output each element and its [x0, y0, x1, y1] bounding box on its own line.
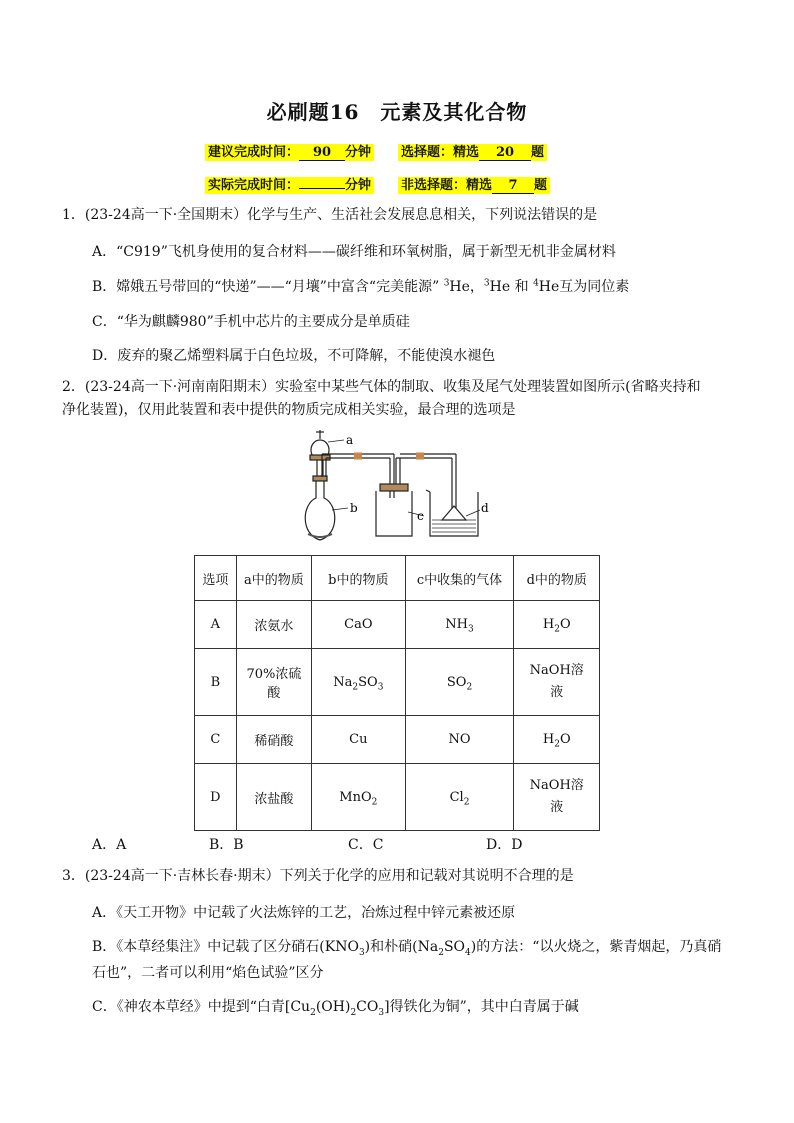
table-cell: 浓氨水: [236, 601, 311, 649]
nonchoice-count-value: 7: [492, 178, 534, 194]
beaker: [426, 490, 480, 536]
table-cell: 稀硝酸: [236, 716, 311, 764]
table-cell: B: [195, 649, 237, 716]
actual-time-label: 实际完成时间： 分钟: [205, 177, 374, 194]
table-cell: Cu: [312, 716, 405, 764]
table-cell: 浓盐酸: [236, 764, 311, 831]
question-3-option-a: A．《天工开物》中记载了火法炼锌的工艺，冶炼过程中锌元素被还原: [92, 905, 516, 921]
table-header: 选项: [195, 556, 237, 601]
label-b: b: [350, 501, 358, 515]
nonchoice-count-label: 非选择题：精选 7 题: [398, 177, 550, 194]
question-1-option-a: A．“C919”飞机身使用的复合材料——碳纤维和环氧树脂，属于新型无机非金属材料: [92, 244, 616, 260]
question-3-option-b-line-2: 石也”，二者可以利用“焰色试验”区分: [92, 965, 324, 981]
table-header: a中的物质: [236, 556, 311, 601]
question-3-stem: 3．(23-24高一下·吉林长春·期末）下列关于化学的应用和记载对其说明不合理的是: [62, 868, 574, 884]
question-2-stem-line-2: 净化装置)，仅用此装置和表中提供的物质完成相关实验，最合理的选项是: [62, 402, 516, 418]
table-header-row: [195, 556, 600, 601]
choice-count-label: 选择题：精选 20 题: [398, 144, 547, 161]
apparatus-diagram: [292, 428, 504, 548]
table-row: [195, 601, 600, 649]
question-2-answer-c: C．C: [348, 837, 384, 853]
question-1-option-d: D．废弃的聚乙烯塑料属于白色垃圾，不可降解，不能使溴水褪色: [92, 348, 496, 364]
page-title: 必刷题16 元素及其化合物: [266, 100, 528, 124]
table-row: [195, 716, 600, 764]
table-cell: C: [195, 716, 237, 764]
table-cell: CaO: [312, 601, 405, 649]
table-cell: $H_2O$: [514, 601, 600, 649]
question-2-answer-d: D．D: [486, 837, 523, 853]
round-flask: [305, 476, 348, 540]
options-table: [194, 555, 600, 831]
actual-time-row: [205, 174, 374, 193]
table-header: d中的物质: [514, 556, 600, 601]
question-2-stem-line-1: 2．(23-24高一下·河南南阳期末）实验室中某些气体的制取、收集及尾气处理装置如图所示(省略夹持和: [62, 379, 701, 395]
choice-count-value: 20: [479, 145, 531, 161]
table-cell: $Na_2SO_3$: [312, 649, 405, 716]
table-cell: $H_2O$: [514, 716, 600, 764]
table-header: b中的物质: [312, 556, 405, 601]
table-cell: MnO$_2$: [312, 764, 405, 831]
question-3-option-c: C．《神农本草经》中提到“白青$[Cu_2(OH)_2CO_3]$得铁化为铜”，其中白青属于碱: [92, 999, 579, 1018]
table-row: [195, 764, 600, 831]
table-cell: NaOH溶 液: [514, 649, 600, 716]
table-cell: A: [195, 601, 237, 649]
question-1-option-b: B．嫦娥五号带回的“快递”——“月壤”中富含“完美能源” $^3$He，$^3$He 和 $^4$He互为同位素: [92, 278, 630, 295]
connecting-tubes: [322, 453, 456, 509]
separatory-funnel: [310, 430, 344, 476]
choice-count-row: [398, 141, 547, 161]
question-3-option-b-line-1: B．《本草经集注》中记载了区分硝石$(KNO_3)$和朴硝$(Na_2SO_4)$的方法：“以火烧之，紫青烟起，乃真硝: [92, 939, 722, 958]
question-1-stem: 1．(23-24高一下·全国期末）化学与生产、生活社会发展息息相关，下列说法错误的是: [62, 207, 598, 223]
table-cell: $Cl_2$: [405, 764, 514, 831]
question-1-option-c: C．“华为麒麟980”手机中芯片的主要成分是单质硅: [92, 314, 410, 330]
suggested-time-label: 建议完成时间： 90 分钟: [205, 144, 374, 161]
suggested-time-value: 90: [299, 145, 345, 161]
question-2-answer-a: A．A: [92, 837, 127, 853]
table-cell: $NH_3$: [405, 601, 514, 649]
table-header: c中收集的气体: [405, 556, 514, 601]
table-cell: $SO_2$: [405, 649, 514, 716]
question-2-answer-b: B．B: [209, 837, 244, 853]
label-a: a: [346, 433, 354, 447]
nonchoice-count-row: [398, 174, 550, 194]
suggested-time-row: [205, 141, 374, 161]
label-c: c: [417, 509, 424, 523]
label-d: d: [481, 501, 489, 515]
table-cell: D: [195, 764, 237, 831]
table-cell: 70%浓硫酸: [236, 649, 311, 716]
actual-time-value: [299, 188, 345, 189]
table-row: [195, 649, 600, 716]
table-cell: NaOH溶 液: [514, 764, 600, 831]
table-cell: NO: [405, 716, 514, 764]
